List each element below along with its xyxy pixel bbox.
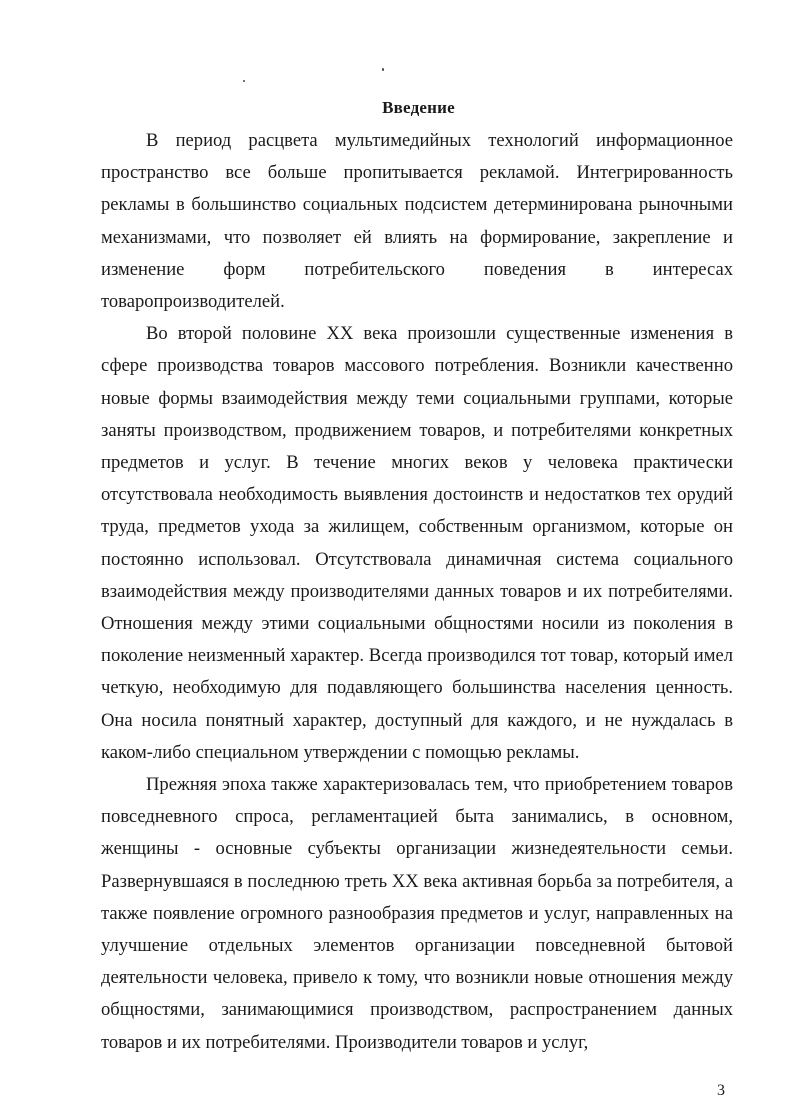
- paragraph-2: Во второй половине XX века произошли существенные изменения в сфере производства товаров массового потребления. Возникли качественно новые формы взаимодействия между теми социальными группами, которые заняты производством, продвижением товаров, и потребителями конкретных предметов и услуг. В течение многих веков у человека практически отсутствовала необходимость выявления достоинств и недостатков тех орудий труда, предметов ухода за жилищем, собственным организмом, которые он постоянно использовал. Отсутствовала динамичная система социального взаимодействия между производителями данных товаров и их потребителями. Отношения между этими социальными общностями носили из поколения в поколение неизменный характер. Всегда производился тот товар, который имел четкую, необходимую для подавляющего большинства населения ценность. Она носила понятный характер, доступный для каждого, и не нуждалась в каком-либо специальном утверждении с помощью рекламы.: [101, 323, 733, 763]
- section-heading: Введение: [382, 98, 455, 117]
- scan-speck: [243, 80, 245, 82]
- body-text: [101, 125, 733, 1059]
- page-number: 3: [717, 1082, 725, 1099]
- scan-speck: [382, 68, 384, 71]
- paragraph-1: В период расцвета мультимедийных технологий информационное пространство все больше пропитывается рекламой. Интегрированность рекламы в большинство социальных подсистем детерминирована рыночными механизмами, что позволяет ей влиять на формирование, закрепление и изменение форм потребительского поведения в интересах товаропроизводителей.: [101, 130, 733, 313]
- paragraph-3: Прежняя эпоха также характеризовалась тем, что приобретением товаров повседневного спроса, регламентацией быта занимались, в основном, женщины - основные субъекты организации жизнедеятельности семьи. Развернувшаяся в последнюю треть XX века активная борьба за потребителя, а также появление огромного разнообразия предметов и услуг, направленных на улучшение отдельных элементов организации повседневной бытовой деятельности человека, привело к тому, что возникли новые отношения между общностями, занимающимися производством, распространением данных товаров и их потребителями. Производители товаров и услуг,: [101, 774, 733, 1053]
